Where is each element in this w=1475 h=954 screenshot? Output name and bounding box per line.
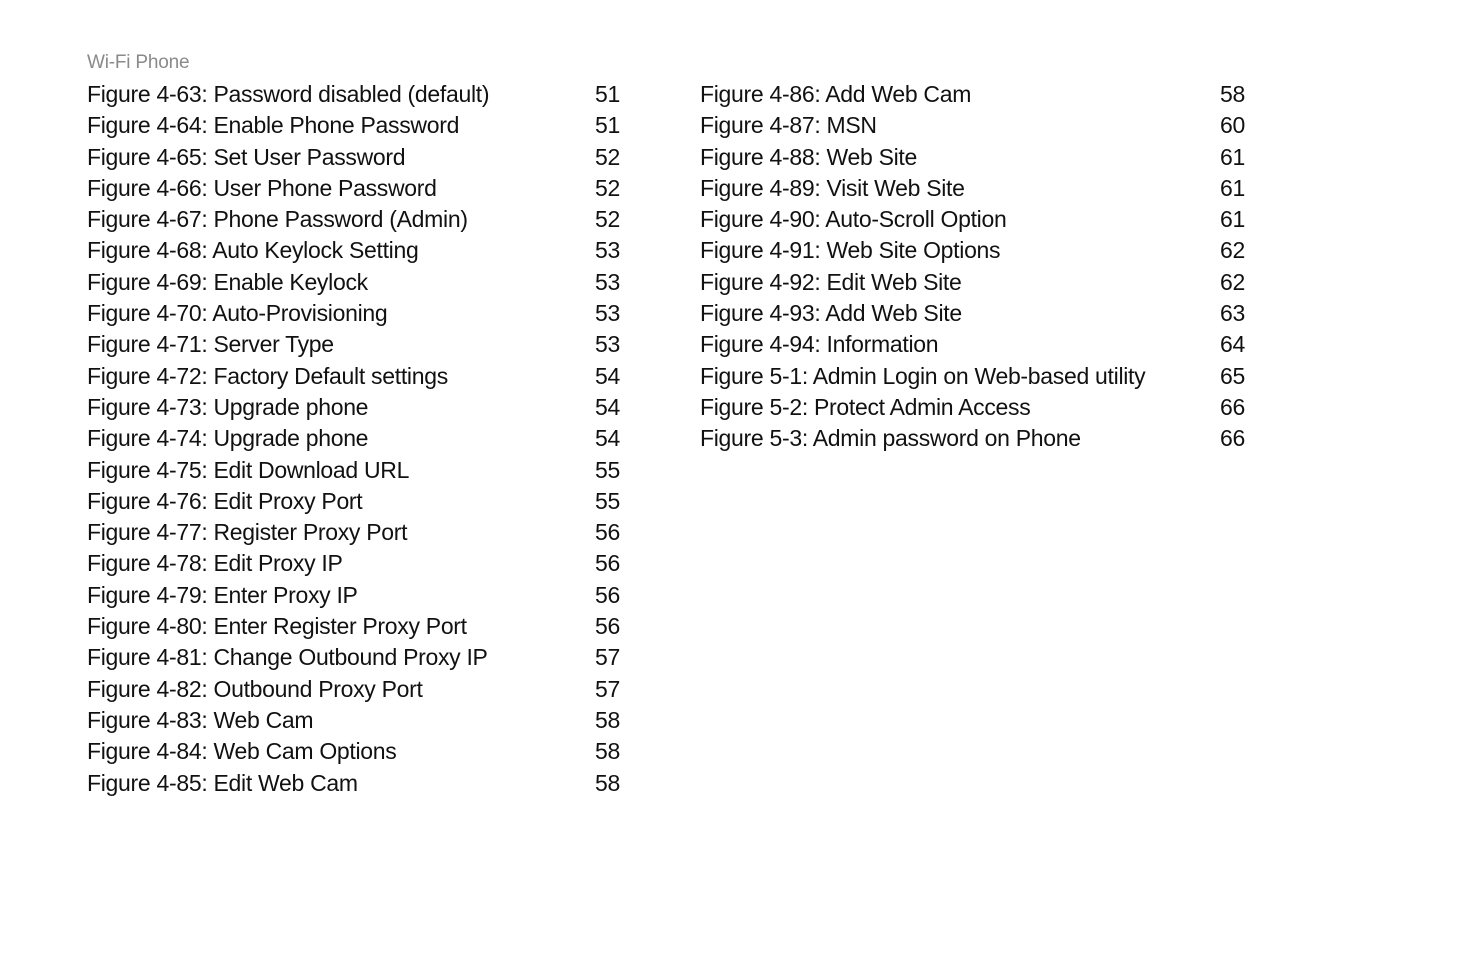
toc-left-column (87, 79, 627, 799)
toc-entry[interactable] (87, 298, 627, 329)
toc-entry[interactable] (700, 267, 1260, 298)
toc-entry-page-number[interactable]: 54 (595, 393, 620, 420)
toc-entry[interactable] (700, 79, 1260, 110)
toc-entry[interactable] (87, 705, 627, 736)
toc-entry-title[interactable]: Figure 5-1: Admin Login on Web-based utility (700, 362, 1146, 389)
toc-entry-title[interactable]: Figure 4-67: Phone Password (Admin) (87, 206, 468, 233)
toc-entry-title[interactable]: Figure 4-68: Auto Keylock Setting (87, 237, 419, 264)
toc-entry-page-number[interactable]: 57 (595, 675, 620, 702)
toc-entry-title[interactable]: Figure 4-92: Edit Web Site (700, 268, 962, 295)
toc-entry[interactable] (87, 423, 627, 454)
toc-entry[interactable] (87, 548, 627, 579)
toc-entry-title[interactable]: Figure 5-3: Admin password on Phone (700, 425, 1081, 452)
toc-entry-title[interactable]: Figure 4-86: Add Web Cam (700, 81, 972, 107)
toc-entry-title[interactable]: Figure 4-82: Outbound Proxy Port (87, 675, 423, 702)
toc-entry[interactable] (87, 674, 627, 705)
toc-entry[interactable] (87, 79, 627, 110)
toc-entry-page-number[interactable]: 58 (595, 769, 620, 796)
toc-entry-title[interactable]: Figure 4-69: Enable Keylock (87, 268, 368, 295)
toc-entry[interactable] (700, 423, 1260, 454)
toc-entry[interactable] (700, 329, 1260, 360)
toc-entry-title[interactable]: Figure 4-80: Enter Register Proxy Port (87, 613, 467, 640)
toc-entry-page-number[interactable]: 54 (595, 425, 620, 452)
toc-entry-title[interactable]: Figure 4-85: Edit Web Cam (87, 769, 358, 796)
toc-entry-page-number[interactable]: 52 (595, 206, 620, 233)
toc-entry-title[interactable]: Figure 4-93: Add Web Site (700, 300, 962, 327)
toc-entry[interactable] (87, 580, 627, 611)
running-header: Wi-Fi Phone (87, 52, 190, 73)
toc-entry-title[interactable]: Figure 4-87: MSN (700, 112, 877, 139)
toc-entry[interactable] (87, 611, 627, 642)
toc-entry-title[interactable]: Figure 4-72: Factory Default settings (87, 362, 448, 389)
toc-entry-page-number[interactable]: 53 (595, 331, 620, 358)
toc-entry-page-number[interactable]: 66 (1220, 425, 1245, 452)
toc-entry[interactable] (700, 361, 1260, 392)
toc-entry-page-number[interactable]: 63 (1220, 300, 1245, 327)
toc-entry-page-number[interactable]: 56 (595, 550, 620, 577)
toc-entry-page-number[interactable]: 58 (595, 738, 620, 765)
toc-entry[interactable] (87, 110, 627, 141)
toc-entry-title[interactable]: Figure 4-83: Web Cam (87, 706, 314, 733)
toc-entry[interactable] (87, 736, 627, 767)
toc-entry-page-number[interactable]: 56 (595, 613, 620, 640)
toc-entry[interactable] (87, 235, 627, 266)
toc-entry-page-number[interactable]: 55 (595, 456, 620, 483)
toc-entry[interactable] (87, 361, 627, 392)
toc-entry-title[interactable]: Figure 4-79: Enter Proxy IP (87, 581, 358, 608)
toc-entry-title[interactable]: Figure 4-89: Visit Web Site (700, 174, 965, 201)
toc-entry[interactable] (87, 267, 627, 298)
toc-entry-page-number[interactable]: 57 (595, 644, 620, 671)
toc-entry[interactable] (87, 768, 627, 799)
toc-entry-title[interactable]: Figure 4-64: Enable Phone Password (87, 112, 460, 139)
toc-entry[interactable] (87, 455, 627, 486)
toc-entry-page-number[interactable]: 53 (595, 300, 620, 327)
toc-entry[interactable] (87, 642, 627, 673)
toc-entry-page-number[interactable]: 52 (595, 143, 620, 170)
toc-entry-page-number[interactable]: 56 (595, 581, 620, 608)
toc-entry[interactable] (700, 392, 1260, 423)
toc-entry[interactable] (87, 204, 627, 235)
toc-entry[interactable] (700, 110, 1260, 141)
toc-entry[interactable] (700, 235, 1260, 266)
toc-entry-page-number[interactable]: 54 (595, 362, 620, 389)
toc-entry[interactable] (700, 142, 1260, 173)
toc-entry-title[interactable]: Figure 4-81: Change Outbound Proxy IP (87, 644, 488, 671)
toc-entry-title[interactable]: Figure 4-74: Upgrade phone (87, 425, 369, 452)
toc-entry-page-number[interactable]: 62 (1220, 237, 1245, 264)
toc-entry-title[interactable]: Figure 4-73: Upgrade phone (87, 393, 369, 420)
toc-right-column (700, 79, 1260, 455)
toc-entry-page-number[interactable]: 58 (595, 706, 620, 733)
toc-entry-page-number[interactable]: 53 (595, 268, 620, 295)
toc-entry[interactable] (87, 392, 627, 423)
toc-entry[interactable] (87, 517, 627, 548)
toc-entry-title[interactable]: Figure 4-91: Web Site Options (700, 237, 1001, 264)
toc-entry-page-number[interactable]: 61 (1220, 174, 1245, 201)
toc-entry-title[interactable]: Figure 4-76: Edit Proxy Port (87, 487, 363, 514)
toc-entry-title[interactable]: Figure 4-75: Edit Download URL (87, 456, 410, 483)
toc-entry-title[interactable]: Figure 4-66: User Phone Password (87, 174, 437, 201)
toc-entry-page-number[interactable]: 56 (595, 519, 620, 546)
toc-entry-page-number[interactable]: 61 (1220, 206, 1245, 233)
toc-entry[interactable] (87, 329, 627, 360)
toc-entry-page-number[interactable]: 62 (1220, 268, 1245, 295)
toc-entry[interactable] (87, 486, 627, 517)
toc-entry-page-number[interactable]: 55 (595, 487, 620, 514)
toc-entry-title[interactable]: Figure 4-71: Server Type (87, 331, 334, 358)
toc-entry-page-number[interactable]: 51 (595, 112, 620, 139)
toc-entry-page-number[interactable]: 52 (595, 174, 620, 201)
toc-entry-title[interactable]: Figure 4-78: Edit Proxy IP (87, 550, 343, 577)
toc-entry-page-number[interactable]: 64 (1220, 331, 1245, 358)
toc-entry-title[interactable]: Figure 4-84: Web Cam Options (87, 738, 397, 765)
toc-entry[interactable] (700, 204, 1260, 235)
toc-entry-page-number[interactable]: 61 (1220, 143, 1245, 170)
toc-entry-title[interactable]: Figure 4-65: Set User Password (87, 143, 406, 170)
toc-entry-page-number[interactable]: 66 (1220, 393, 1245, 420)
toc-entry-title[interactable]: Figure 4-70: Auto-Provisioning (87, 300, 388, 327)
toc-entry[interactable] (87, 142, 627, 173)
toc-entry[interactable] (87, 173, 627, 204)
toc-entry-page-number[interactable]: 58 (1220, 81, 1245, 107)
toc-entry-page-number[interactable]: 65 (1220, 362, 1245, 389)
toc-entry-title[interactable]: Figure 4-94: Information (700, 331, 939, 358)
toc-entry[interactable] (700, 298, 1260, 329)
toc-entry-title[interactable]: Figure 4-77: Register Proxy Port (87, 519, 408, 546)
toc-entry-page-number[interactable]: 51 (595, 81, 620, 107)
toc-entry-title[interactable]: Figure 5-2: Protect Admin Access (700, 393, 1031, 420)
toc-entry-title[interactable]: Figure 4-63: Password disabled (default) (87, 81, 490, 107)
toc-entry-page-number[interactable]: 53 (595, 237, 620, 264)
toc-entry-title[interactable]: Figure 4-88: Web Site (700, 143, 917, 170)
toc-entry[interactable] (700, 173, 1260, 204)
toc-entry-page-number[interactable]: 60 (1220, 112, 1245, 139)
toc-entry-title[interactable]: Figure 4-90: Auto-Scroll Option (700, 206, 1007, 233)
